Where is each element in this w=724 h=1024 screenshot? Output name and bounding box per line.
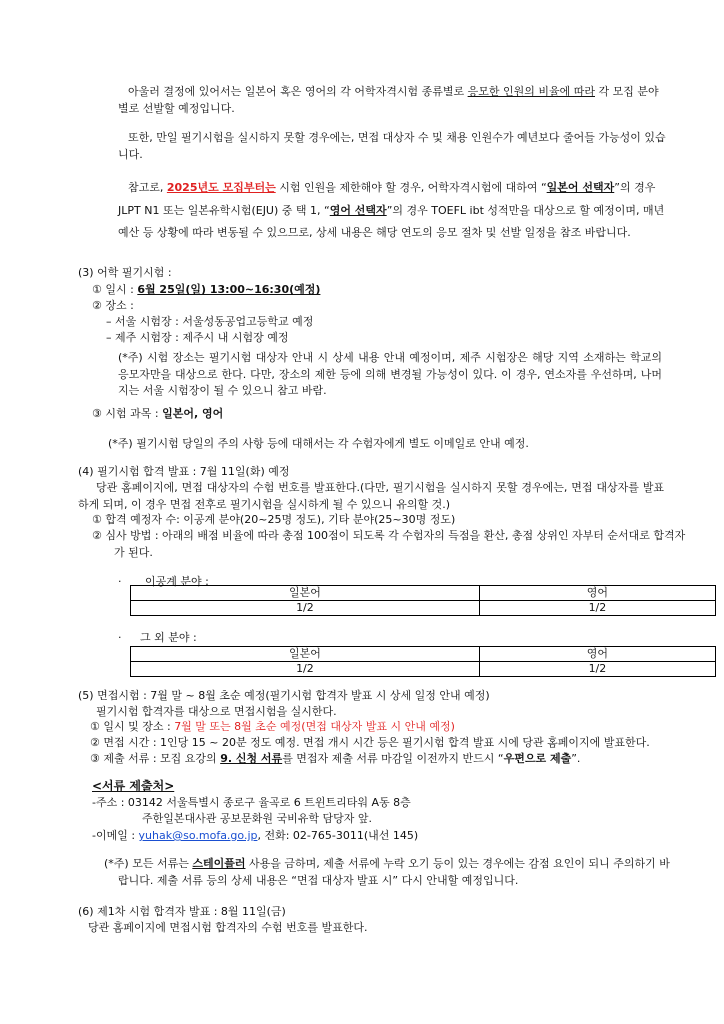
- intro-paragraph-3-line2: [118, 203, 688, 220]
- table-2-value-jp: 1/2: [131, 662, 480, 677]
- section-5-item-3-b: 를 면접자 제출 서류 마감일 이전까지 반드시 “: [282, 752, 504, 765]
- submission-contact: [92, 828, 418, 845]
- section-3-title: (3) 어학 필기시험 :: [78, 266, 172, 279]
- section-5-title: (5) 면접시험 : 7월 말 ~ 8월 초순 예정(필기시험 합격자 발표 시 상세 일정 안내 예정): [78, 689, 490, 702]
- section-4-desc: 당관 홈페이지에, 면접 대상자의 수험 번호를 발표한다.(다만, 필기시험을 실시하지 못할 경우에는, 면접 대상자를 발표하게 되며, 이 경우 면접 전후로 필기시험을 실시하게 될 수 있으니 유의할 것.): [78, 481, 664, 511]
- section-4-item-1: ① 합격 예정자 수: 이공계 분야(20~25명 정도), 기타 분야(25~30명 정도): [92, 513, 456, 526]
- intro-p3-c: ”의 경우: [614, 181, 656, 194]
- section-3-item-1-label: ① 일시 :: [92, 283, 138, 296]
- section-3-jeju: – 제주 시험장 : 제주시 내 시험장 예정: [106, 331, 289, 344]
- section-3-item-1: [92, 282, 320, 299]
- section-5-item-3-d: ”.: [571, 752, 581, 765]
- section-3-item-2: ② 장소 :: [92, 299, 134, 312]
- intro-p3-en: 영어 선택자: [329, 204, 387, 217]
- section-5-item-3-bold: 우편으로 제출: [503, 752, 572, 765]
- table-2-header-en: 영어: [479, 647, 715, 662]
- section-3-item-3-value: 일본어, 영어: [162, 407, 224, 420]
- intro-paragraph-2: 또한, 만일 필기시험을 실시하지 못할 경우에는, 면접 대상자 수 및 채용 인원수가 예년보다 줄어들 가능성이 있습니다.: [118, 131, 666, 161]
- table-1-header-jp: 일본어: [131, 586, 480, 601]
- ratio-table-other: [130, 646, 716, 677]
- intro-p3-a: 참고로,: [128, 181, 167, 194]
- section-5-note-a: (*주) 모든 서류는: [104, 857, 193, 870]
- section-5-note-underline: 스테이플러: [192, 857, 246, 870]
- intro-p3-red: 2025년도 모집부터는: [166, 181, 276, 194]
- table-1-value-jp: 1/2: [131, 601, 480, 616]
- intro-paragraph-1: [118, 84, 668, 117]
- intro-p3-jp: 일본어 선택자: [546, 181, 615, 194]
- section-5-item-3-underline: 9. 신청 서류: [220, 752, 283, 765]
- section-3-item-3-label: ③ 시험 과목 :: [92, 407, 163, 420]
- table-2-value-en: 1/2: [479, 662, 715, 677]
- section-6-desc: 당관 홈페이지에 면접시험 합격자의 수험 번호를 발표한다.: [88, 921, 368, 934]
- section-5-note-b: 사용을 금하며, 제출 서류에 누락 오기 등이 있는 경우에는 감점 요인이 되니 주의하기 바랍니다. 제출 서류 등의 상세 내용은 “면접 대상자 발표 시” 다시 안내할 예정입니다.: [118, 857, 670, 887]
- submission-address-2: 주한일본대사관 공보문화원 국비유학 담당자 앞.: [142, 812, 373, 825]
- intro-p1-underline: 응모한 인원의 비율에 따라: [467, 85, 595, 98]
- intro-paragraph-3: [128, 180, 688, 197]
- intro-p3-line2a: JLPT N1 또는 일본유학시험(EJU) 중 택 1, “: [118, 204, 330, 217]
- section-4-title: (4) 필기시험 합격 발표 : 7월 11일(화) 예정: [78, 465, 290, 478]
- section-3-item-3: [92, 406, 223, 423]
- ratio-table-science: [130, 585, 716, 616]
- intro-p3-line2b: ”의 경우 TOEFL ibt 성적만을 대상으로 할 예정이며, 매년: [386, 204, 665, 217]
- intro-p3-b: 시험 인원을 제한해야 할 경우, 어학자격시험에 대하여 “: [275, 181, 547, 194]
- email-label: -이메일 :: [92, 829, 139, 842]
- submission-heading: <서류 제출처>: [92, 779, 175, 793]
- section-5-item-1: [90, 719, 455, 736]
- section-5-note: [104, 856, 678, 889]
- table-2-header-jp: 일본어: [131, 647, 480, 662]
- table-1-label: 이공계 분야 :: [145, 575, 209, 588]
- section-3-note: (*주) 시험 장소는 필기시험 대상자 안내 시 상세 내용 안내 예정이며, 제주 시험장은 해당 지역 소재하는 학교의 응모자만을 대상으로 한다. 다만, 장소의 제한 등에 의해 변경될 가능성이 있다. 이 경우, 연소자를 우선하며, 나머지는 서울 시험장이 될 수 있으니 참고 바람.: [118, 351, 662, 397]
- table-row: [131, 662, 716, 677]
- section-4-item-2: ② 심사 방법 : 아래의 배점 비율에 따라 총점 100점이 되도록 각 수험자의 득점을 환산, 총점 상위인 자부터 순서대로 합격자가 된다.: [92, 529, 686, 559]
- table-row: [131, 601, 716, 616]
- section-5-item-3: [90, 751, 580, 768]
- section-5-item-1-label: ① 일시 및 장소 :: [90, 720, 175, 733]
- section-5-desc: 필기시험 합격자를 대상으로 면접시험을 실시한다.: [96, 705, 337, 718]
- submission-address: -주소 : 03142 서울특별시 종로구 율곡로 6 트윈트리타워 A동 8층: [92, 796, 411, 809]
- section-5-item-2: ② 면접 시간 : 1인당 15 ~ 20분 정도 예정. 면접 개시 시간 등은 필기시험 합격 발표 시에 당관 홈페이지에 발표한다.: [90, 736, 650, 749]
- table-1-bullet: ·: [118, 575, 122, 588]
- intro-p1-text: 아울러 결정에 있어서는 일본어 혹은 영어의 각 어학자격시험 종류별로: [128, 85, 468, 98]
- table-1-value-en: 1/2: [479, 601, 715, 616]
- section-6-title: (6) 제1차 시험 합격자 발표 : 8월 11일(금): [78, 905, 286, 918]
- table-1-header-en: 영어: [479, 586, 715, 601]
- section-5-item-1-value: 7월 말 또는 8월 초순 예정(면접 대상자 발표 시 안내 예정): [174, 720, 455, 733]
- table-row: [131, 586, 716, 601]
- phone-text: , 전화: 02-765-3011(내선 145): [257, 829, 419, 842]
- table-2-bullet: ·: [118, 631, 122, 644]
- table-2-label: 그 외 분야 :: [140, 631, 197, 644]
- table-row: [131, 647, 716, 662]
- email-link[interactable]: yuhak@so.mofa.go.jp: [138, 829, 258, 842]
- intro-p1-text-end: 각 모집 분야별로 선발할 예정입니다.: [118, 85, 659, 115]
- section-3-note-2: (*주) 필기시험 당일의 주의 사항 등에 대해서는 각 수험자에게 별도 이메일로 안내 예정.: [108, 437, 529, 450]
- section-3-seoul: – 서울 시험장 : 서울성동공업고등학교 예정: [106, 315, 314, 328]
- section-3-item-1-value: 6월 25일(일) 13:00~16:30(예정): [137, 283, 321, 296]
- section-5-item-3-a: ③ 제출 서류 : 모집 요강의: [90, 752, 221, 765]
- intro-paragraph-3-line3: 예산 등 상황에 따라 변동될 수 있으므로, 상세 내용은 해당 연도의 응모 절차 및 선발 일정을 참조 바랍니다.: [118, 226, 631, 239]
